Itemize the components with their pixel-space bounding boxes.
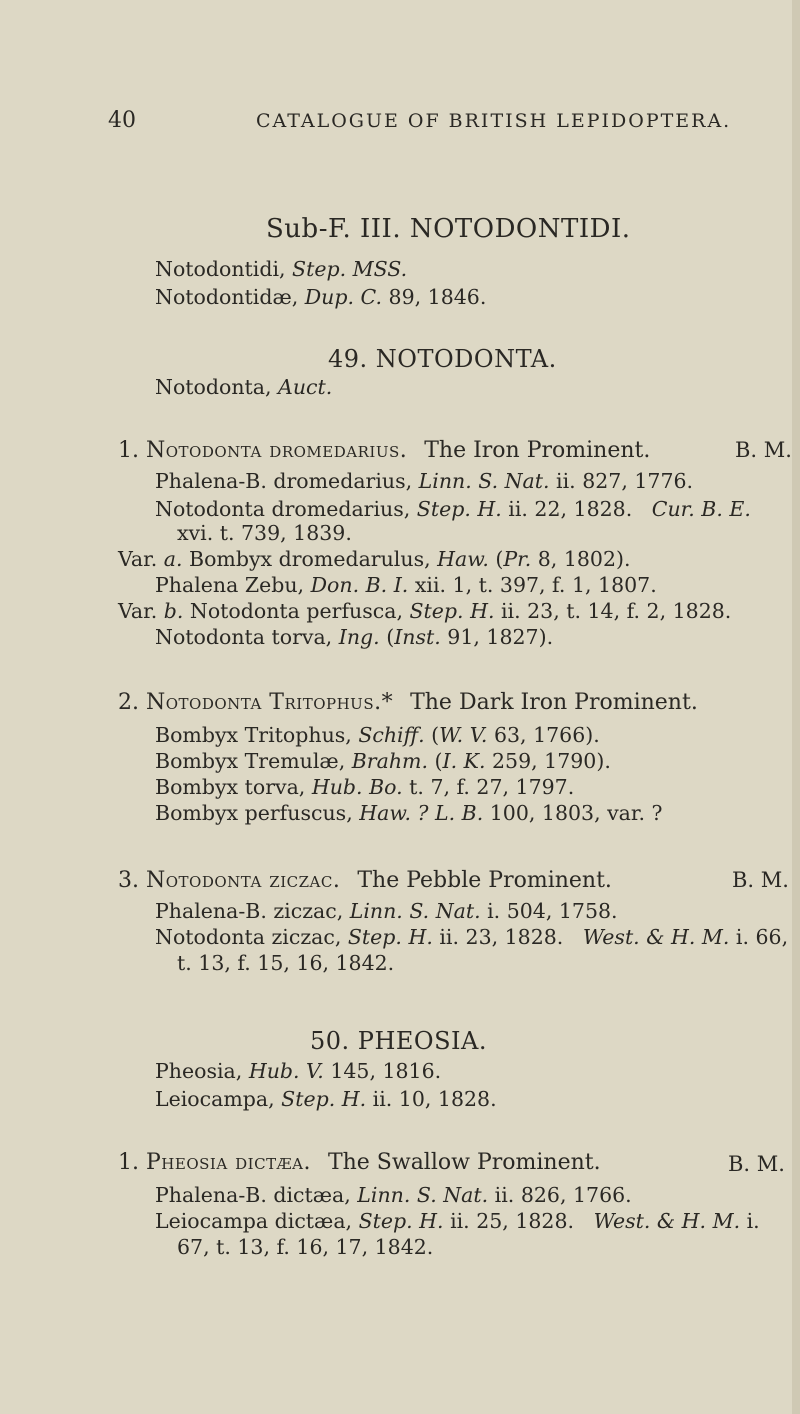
reference-line: Notodonta dromedarius, Step. H. ii. 22, 1828. Cur. B. E. bbox=[155, 497, 751, 521]
reference-line: Phalena-B. dromedarius, Linn. S. Nat. ii. 827, 1776. bbox=[155, 469, 694, 493]
reference-line: Bombyx perfuscus, Haw. ? L. B. 100, 1803, var. ? bbox=[155, 801, 663, 825]
reference-line: Bombyx torva, Hub. Bo. t. 7, f. 27, 1797. bbox=[155, 775, 575, 799]
reference-line: xvi. t. 739, 1839. bbox=[177, 521, 352, 545]
location-mark: B. M. bbox=[728, 1152, 785, 1176]
genus-heading: 49. NOTODONTA. bbox=[328, 345, 557, 373]
species-heading: 3. Notodonta ziczac. The Pebble Prominent. bbox=[118, 868, 612, 893]
reference-line: 67, t. 13, f. 16, 17, 1842. bbox=[177, 1235, 434, 1259]
page-number: 40 bbox=[108, 108, 136, 133]
reference-line: Notodonta torva, Ing. (Inst. 91, 1827). bbox=[155, 625, 554, 649]
subfamily-synonym: Notodontidi, Step. MSS. bbox=[155, 257, 408, 281]
genus-heading: 50. PHEOSIA. bbox=[310, 1027, 487, 1055]
subfamily-synonym: Notodontidæ, Dup. C. 89, 1846. bbox=[155, 285, 487, 309]
genus-authority: Notodonta, Auct. bbox=[155, 375, 333, 399]
reference-line: Phalena-B. ziczac, Linn. S. Nat. i. 504, 1758. bbox=[155, 899, 618, 923]
reference-line: Bombyx Tritophus, Schiff. (W. V. 63, 1766). bbox=[155, 723, 600, 747]
reference-line: Var. a. Bombyx dromedarulus, Haw. (Pr. 8, 1802). bbox=[118, 547, 631, 571]
reference-line: t. 13, f. 15, 16, 1842. bbox=[177, 951, 395, 975]
location-mark: B. M. bbox=[735, 438, 792, 462]
reference-line: Phalena Zebu, Don. B. I. xii. 1, t. 397, f. 1, 1807. bbox=[155, 573, 657, 597]
species-heading: 2. Notodonta Tritophus.* The Dark Iron Prominent. bbox=[118, 690, 698, 715]
subfamily-title: Sub-F. III. NOTODONTIDI. bbox=[266, 214, 631, 244]
location-mark: B. M. bbox=[732, 868, 789, 892]
page-edge-shadow bbox=[792, 0, 800, 1414]
reference-line: Leiocampa dictæa, Step. H. ii. 25, 1828. West. & H. M. i. bbox=[155, 1209, 760, 1233]
genus-authority: Pheosia, Hub. V. 145, 1816. bbox=[155, 1059, 442, 1083]
reference-line: Bombyx Tremulæ, Brahm. (I. K. 259, 1790). bbox=[155, 749, 611, 773]
reference-line: Var. b. Notodonta perfusca, Step. H. ii. 23, t. 14, f. 2, 1828. bbox=[118, 599, 732, 623]
reference-line: Notodonta ziczac, Step. H. ii. 23, 1828. West. & H. M. i. 66, bbox=[155, 925, 789, 949]
species-heading: 1. Pheosia dictæa. The Swallow Prominent. bbox=[118, 1150, 601, 1175]
genus-authority: Leiocampa, Step. H. ii. 10, 1828. bbox=[155, 1087, 497, 1111]
page-header bbox=[108, 108, 788, 138]
species-heading: 1. Notodonta dromedarius. The Iron Prominent. bbox=[118, 438, 651, 463]
running-title: CATALOGUE OF BRITISH LEPIDOPTERA. bbox=[256, 110, 732, 132]
reference-line: Phalena-B. dictæa, Linn. S. Nat. ii. 826, 1766. bbox=[155, 1183, 632, 1207]
